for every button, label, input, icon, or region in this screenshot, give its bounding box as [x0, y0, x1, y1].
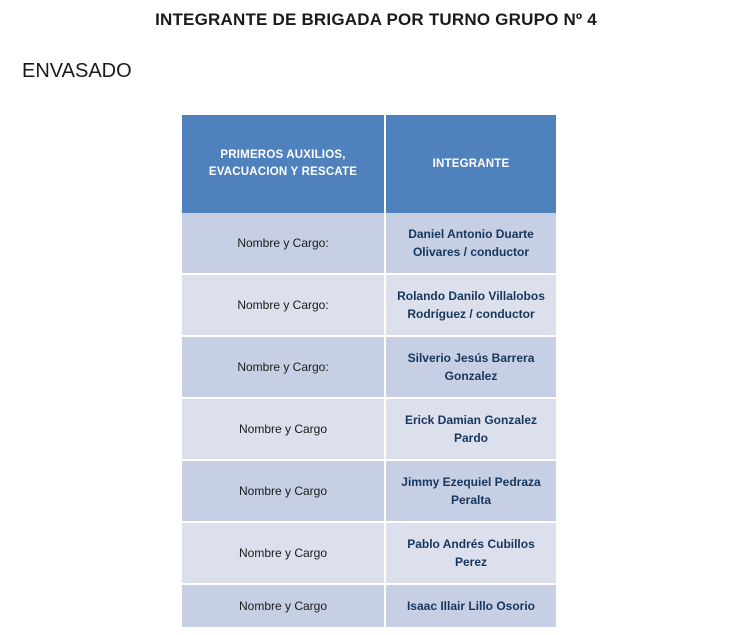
cell-member: Isaac Illair Lillo Osorio	[385, 584, 556, 628]
table-row	[182, 584, 556, 628]
cell-member: Pablo Andrés Cubillos Perez	[385, 522, 556, 584]
cell-member: Rolando Danilo Villalobos Rodríguez / conductor	[385, 274, 556, 336]
cell-role: Nombre y Cargo:	[182, 336, 385, 398]
column-header-member: INTEGRANTE	[385, 115, 556, 213]
section-label: ENVASADO	[22, 60, 132, 82]
column-header-role: PRIMEROS AUXILIOS, EVACUACION Y RESCATE	[182, 115, 385, 213]
cell-member: Erick Damian Gonzalez Pardo	[385, 398, 556, 460]
document-body	[0, 10, 732, 629]
cell-role: Nombre y Cargo	[182, 398, 385, 460]
page-title: INTEGRANTE DE BRIGADA POR TURNO GRUPO Nº 4	[155, 10, 597, 29]
brigade-table	[182, 115, 556, 629]
table-row	[182, 460, 556, 522]
table-header-row	[182, 115, 556, 213]
table-row	[182, 213, 556, 274]
brigade-table-container	[182, 115, 545, 629]
table-header	[182, 115, 556, 213]
cell-member: Daniel Antonio Duarte Olivares / conductor	[385, 213, 556, 274]
cell-member: Silverio Jesús Barrera Gonzalez	[385, 336, 556, 398]
cell-role: Nombre y Cargo	[182, 460, 385, 522]
table-row	[182, 274, 556, 336]
cell-role: Nombre y Cargo:	[182, 274, 385, 336]
cell-member: Jimmy Ezequiel Pedraza Peralta	[385, 460, 556, 522]
table-row	[182, 336, 556, 398]
cell-role: Nombre y Cargo:	[182, 213, 385, 274]
table-row	[182, 398, 556, 460]
table-body	[182, 213, 556, 628]
cell-role: Nombre y Cargo	[182, 584, 385, 628]
table-row	[182, 522, 556, 584]
cell-role: Nombre y Cargo	[182, 522, 385, 584]
